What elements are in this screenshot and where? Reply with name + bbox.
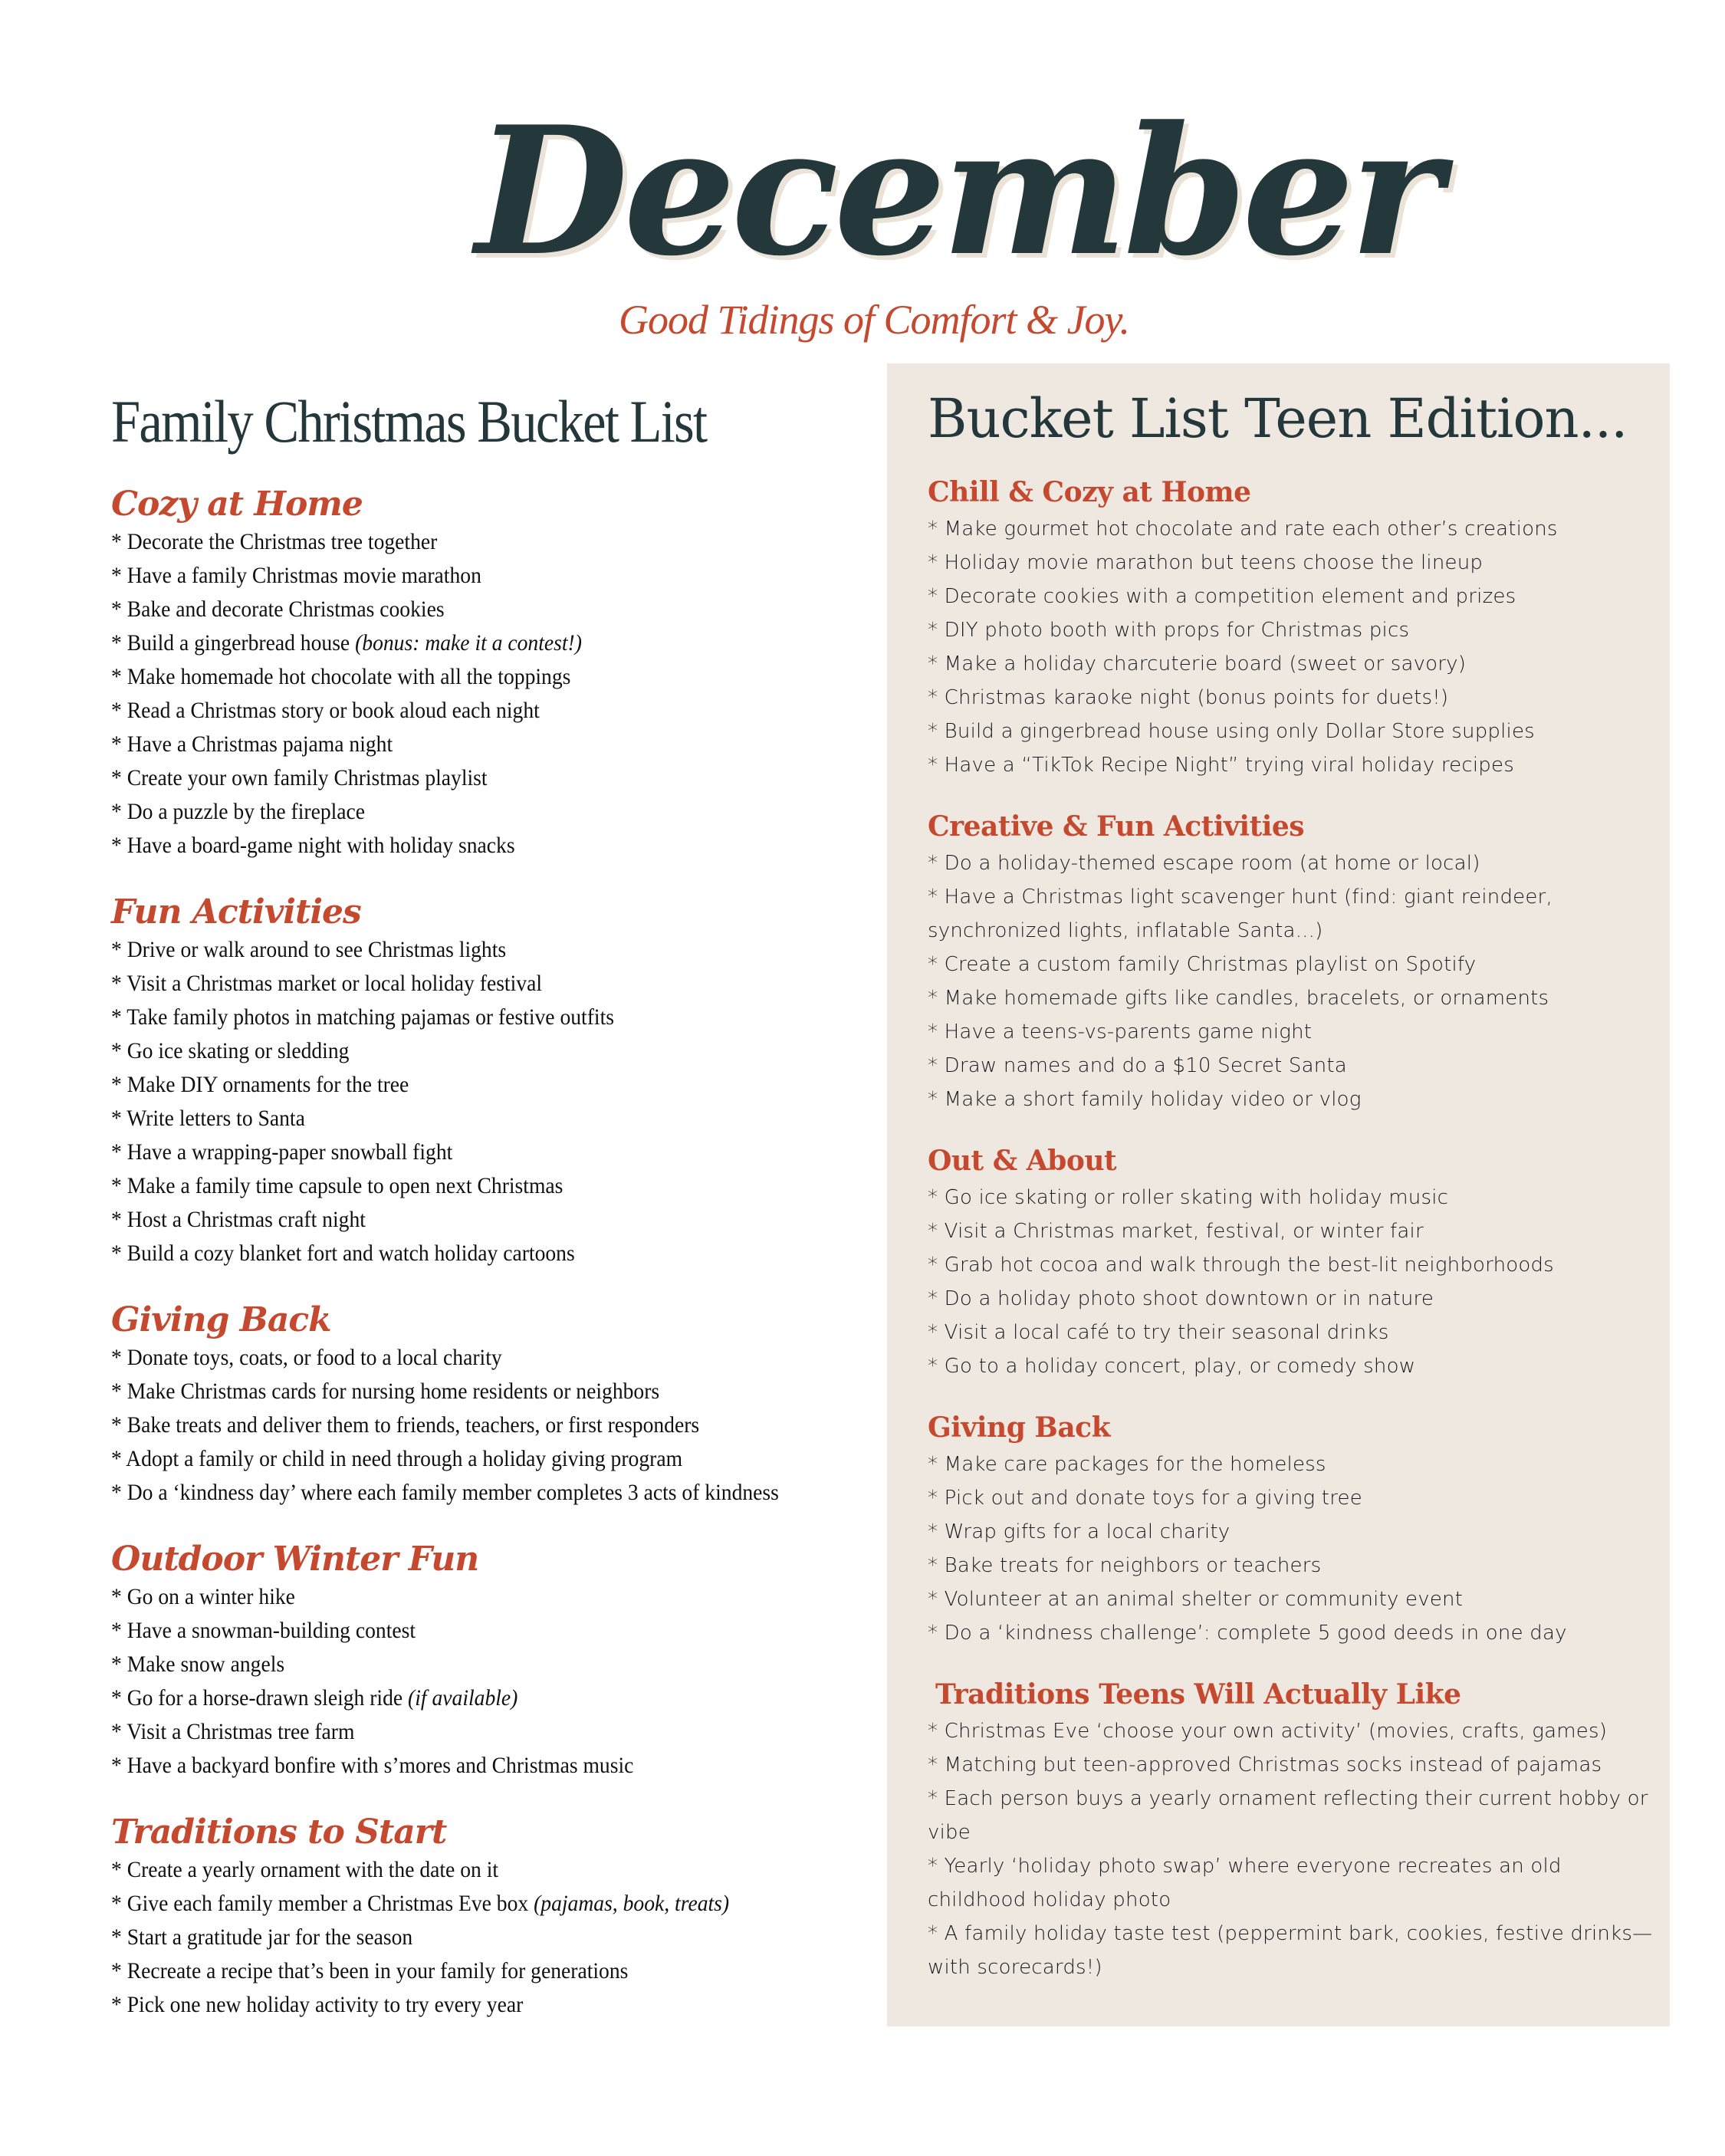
list-item: * Make care packages for the homeless: [928, 1453, 1326, 1476]
list-item: * Create a yearly ornament with the date on it: [111, 1857, 499, 1882]
list-item: * Have a Christmas pajama night: [111, 731, 393, 757]
list-item: * Wrap gifts for a local charity: [928, 1520, 1230, 1543]
teen-section-giving-back: [928, 1411, 1656, 1650]
list-item: * Have a board-game night with holiday snacks: [111, 833, 515, 858]
list-item: * Write letters to Santa: [111, 1106, 305, 1131]
list-item: * Have a teens-vs-parents game night: [928, 1020, 1313, 1043]
list-item: * DIY photo booth with props for Christmas pics: [928, 619, 1410, 642]
list-item: * Christmas karaoke night (bonus points for duets!): [928, 686, 1449, 709]
list-item: * Make a holiday charcuterie board (sweet or savory): [928, 652, 1467, 675]
section-heading: Creative & Fun Activities: [928, 810, 1305, 843]
list-item: * Bake and decorate Christmas cookies: [111, 597, 445, 622]
list-item: * Draw names and do a $10 Secret Santa: [928, 1054, 1347, 1077]
section-heading: Traditions Teens Will Actually Like: [935, 1678, 1461, 1711]
list-item: * Adopt a family or child in need through a holiday giving program: [111, 1446, 683, 1471]
list-item: * Visit a Christmas market or local holiday festival: [111, 971, 542, 996]
family-section-giving-back: [111, 1301, 863, 1510]
section-heading: Fun Activities: [111, 892, 361, 932]
list-item: * Create a custom family Christmas playlist on Spotify: [928, 953, 1477, 976]
list-item: * Make snow angels: [111, 1652, 285, 1677]
list-item: * Do a holiday-themed escape room (at home or local): [928, 852, 1480, 875]
list-item: * Pick out and donate toys for a giving tree: [928, 1487, 1362, 1510]
item-note: (if available): [408, 1685, 518, 1711]
list-item: * Go ice skating or sledding: [111, 1038, 350, 1063]
list-item: * Bake treats for neighbors or teachers: [928, 1554, 1322, 1577]
list-item: * Do a holiday photo shoot downtown or in nature: [928, 1287, 1434, 1310]
section-heading: Giving Back: [928, 1412, 1111, 1444]
list-item: * Go to a holiday concert, play, or comedy show: [928, 1355, 1416, 1378]
section-heading: Outdoor Winter Fun: [111, 1540, 479, 1579]
list-item: * Each person buys a yearly ornament reflecting their current hobby or vibe: [928, 1787, 1648, 1844]
list-item: * Do a ‘kindness day’ where each family member completes 3 acts of kindness: [111, 1480, 779, 1505]
list-item: * Decorate the Christmas tree together: [111, 529, 438, 554]
list-item: * Have a family Christmas movie marathon: [111, 563, 481, 588]
list-item: * Make homemade gifts like candles, bracelets, or ornaments: [928, 987, 1549, 1010]
list-item: * Donate toys, coats, or food to a local charity: [111, 1345, 502, 1370]
list-item: * Make Christmas cards for nursing home residents or neighbors: [111, 1379, 660, 1404]
teen-section-out-about: [928, 1144, 1656, 1383]
teen-section-traditions: [928, 1678, 1656, 1984]
section-heading: Chill & Cozy at Home: [928, 476, 1251, 508]
teen-list-title: Bucket List Teen Edition...: [928, 387, 1628, 450]
list-item: * Make homemade hot chocolate with all the toppings: [111, 664, 571, 689]
list-item: * Build a gingerbread house (bonus: make it a contest!): [111, 630, 582, 656]
list-item: * Have a snowman-building contest: [111, 1618, 416, 1643]
list-item: * Start a gratitude jar for the season: [111, 1924, 413, 1950]
section-heading: Traditions to Start: [111, 1813, 447, 1852]
teen-section-creative-fun: [928, 810, 1656, 1116]
list-item: * Go ice skating or roller skating with holiday music: [928, 1186, 1449, 1209]
section-heading: Out & About: [928, 1145, 1117, 1177]
list-item: * Have a wrapping-paper snowball fight: [111, 1139, 453, 1165]
family-section-outdoor-winter-fun: [111, 1540, 863, 1783]
family-section-traditions-to-start: [111, 1813, 863, 2022]
list-item: * Have a Christmas light scavenger hunt (find: giant reindeer, synchronized lights, inflatable Santa...): [928, 886, 1552, 942]
list-item: * Go for a horse-drawn sleigh ride (if available): [111, 1685, 518, 1711]
item-note: (bonus: make it a contest!): [355, 630, 582, 656]
list-item: * Christmas Eve ‘choose your own activity’ (movies, crafts, games): [928, 1720, 1608, 1743]
list-item: * Yearly ‘holiday photo swap’ where everyone recreates an old childhood holiday photo: [928, 1855, 1562, 1911]
list-item: * Build a cozy blanket fort and watch holiday cartoons: [111, 1241, 575, 1266]
list-item: * Visit a Christmas tree farm: [111, 1719, 355, 1744]
list-item: * Make a short family holiday video or vlog: [928, 1088, 1362, 1111]
list-item: * Decorate cookies with a competition element and prizes: [928, 585, 1516, 608]
section-heading: Giving Back: [111, 1300, 331, 1339]
list-item: * Do a ‘kindness challenge’: complete 5 good deeds in one day: [928, 1622, 1567, 1645]
list-item: * Have a backyard bonfire with s’mores and Christmas music: [111, 1753, 634, 1778]
list-item: * Take family photos in matching pajamas or festive outfits: [111, 1004, 614, 1030]
family-section-cozy-at-home: [111, 485, 863, 863]
teen-section-chill-cozy: [928, 475, 1656, 782]
list-item: * Pick one new holiday activity to try every year: [111, 1992, 524, 2017]
list-item: * Recreate a recipe that’s been in your family for generations: [111, 1958, 629, 1983]
list-item: * Grab hot cocoa and walk through the best-lit neighborhoods: [928, 1254, 1554, 1277]
list-item: * Drive or walk around to see Christmas lights: [111, 937, 507, 962]
section-heading: Cozy at Home: [111, 485, 363, 524]
family-list-title: Family Christmas Bucket List: [111, 388, 707, 455]
list-item: * Holiday movie marathon but teens choose the lineup: [928, 551, 1484, 574]
teen-bucket-list: [928, 383, 1656, 2012]
list-item: * Visit a local café to try their seasonal drinks: [928, 1321, 1389, 1344]
family-section-fun-activities: [111, 893, 863, 1270]
list-item: * Give each family member a Christmas Eve box (pajamas, book, treats): [111, 1891, 730, 1916]
list-item: * Make DIY ornaments for the tree: [111, 1072, 409, 1097]
list-item: * Create your own family Christmas playlist: [111, 765, 488, 790]
list-item: * Have a “TikTok Recipe Night” trying viral holiday recipes: [928, 754, 1514, 777]
list-item: * Make gourmet hot chocolate and rate each other’s creations: [928, 518, 1558, 541]
list-item: * Host a Christmas craft night: [111, 1207, 366, 1232]
page-title: December: [475, 88, 1438, 295]
list-item: * Bake treats and deliver them to friends, teachers, or first responders: [111, 1412, 700, 1438]
list-item: * Volunteer at an animal shelter or community event: [928, 1588, 1464, 1611]
list-item: * Do a puzzle by the fireplace: [111, 799, 366, 824]
list-item: * Build a gingerbread house using only Dollar Store supplies: [928, 720, 1535, 743]
item-note: (pajamas, book, treats): [534, 1891, 730, 1916]
list-item: * Read a Christmas story or book aloud each night: [111, 698, 540, 723]
page-subtitle: Good Tidings of Comfort & Joy.: [618, 297, 1130, 343]
list-item: * Make a family time capsule to open next Christmas: [111, 1173, 564, 1198]
list-item: * Go on a winter hike: [111, 1584, 295, 1609]
list-item: * Visit a Christmas market, festival, or winter fair: [928, 1220, 1424, 1243]
list-item: * A family holiday taste test (peppermint bark, cookies, festive drinks—with scorecards!): [928, 1922, 1653, 1979]
list-item: * Matching but teen-approved Christmas socks instead of pajamas: [928, 1753, 1602, 1776]
family-bucket-list: [111, 387, 863, 2052]
